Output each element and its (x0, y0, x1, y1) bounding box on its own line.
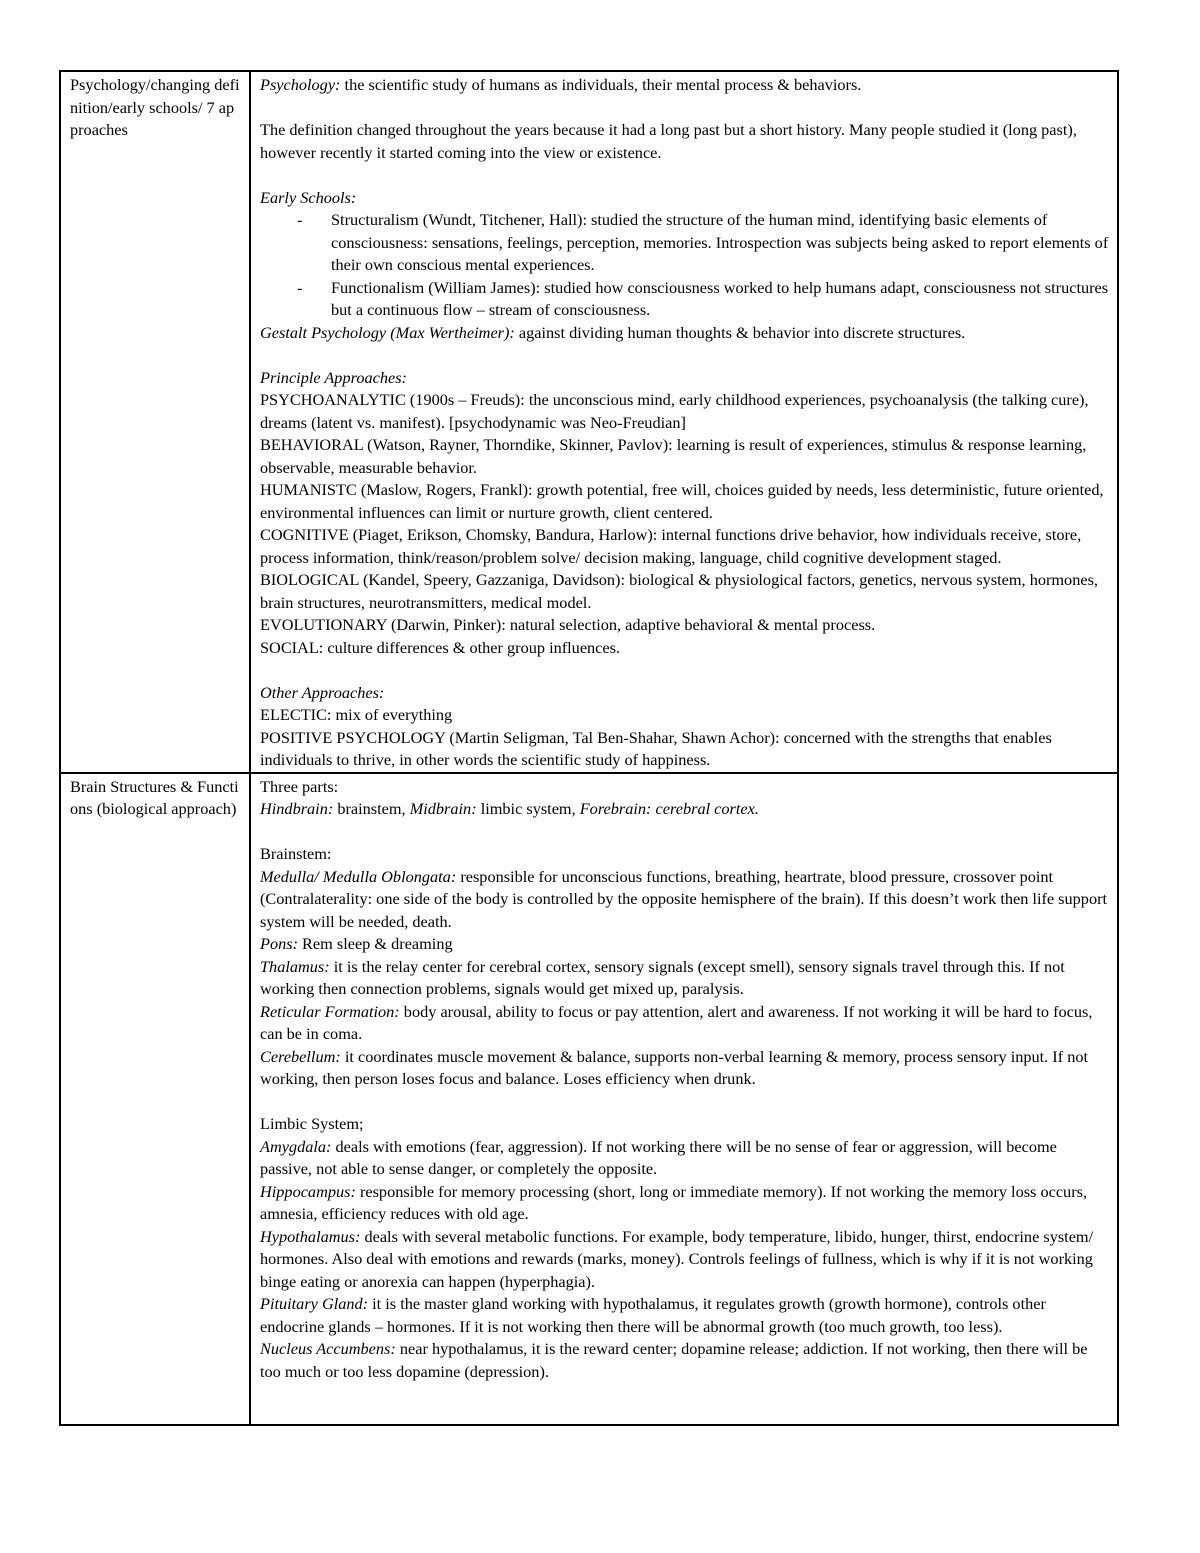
term-label: Hindbrain: (260, 799, 334, 818)
structure-item (260, 1136, 1109, 1181)
approach-item: BIOLOGICAL (Kandel, Speery, Gazzaniga, Davidson): biological & physiological factors, genetics, nervous system, hormones, brain structures, neurotransmitters, medical model. (260, 570, 1098, 612)
notes-table (59, 70, 1119, 1426)
term-label: Pons: (260, 934, 298, 953)
approach-item: PSYCHOANALYTIC (1900s – Freuds): the unconscious mind, early childhood experiences, psychoanalysis (the talking cure), dreams (latent vs. manifest). [psychodynamic was Neo-Freudian] (260, 390, 1089, 432)
term-label: Gestalt Psychology (Max Wertheimer): (260, 322, 515, 342)
early-schools-list (260, 209, 1109, 322)
structure-text: deals with emotions (fear, aggression). If not working there will be no sense of fear or aggression, will become passive, not able to sense danger, or completely the opposite. (260, 1136, 1057, 1178)
part-text: limbic system, (476, 799, 580, 818)
notes-cell (250, 71, 1118, 773)
structure-item (260, 1046, 1109, 1091)
three-parts-line (260, 798, 1109, 821)
approach-item: HUMANISTC (Maslow, Rogers, Frankl): growth potential, free will, choices guided by needs, less deterministic, future oriented, environmental influences can limit or nurture growth, client centered. (260, 480, 1104, 522)
structure-item (260, 933, 1109, 956)
approach-item: ELECTIC: mix of everything (260, 705, 453, 724)
structure-text: near hypothalamus, it is the reward center; dopamine release; addiction. If not working, then there will be too much or too less dopamine (depression). (260, 1339, 1088, 1381)
topic-cell (60, 773, 250, 1425)
term-label: Hippocampus: (260, 1181, 356, 1201)
term-label: Psychology: (260, 75, 341, 94)
topic-label: Brain Structures & Functions (biological approach) (70, 776, 239, 818)
structure-text: it is the relay center for cerebral cortex, sensory signals (except smell), sensory signals travel through this. If not working then connection problems, signals would get mixed up, paralysis. (260, 956, 1065, 998)
structure-item (260, 956, 1109, 1001)
section-heading: Principle Approaches: (260, 367, 407, 387)
approach-item: BEHAVIORAL (Watson, Rayner, Thorndike, Skinner, Pavlov): learning is result of experiences, stimulus & response learning, observable, measurable behavior. (260, 435, 1087, 477)
history-paragraph: The definition changed throughout the years because it had a long past but a short history. Many people studied it (long past), however recently it started coming into the view or existence. (260, 120, 1077, 162)
section-heading: Brainstem: (260, 844, 332, 863)
table-row (60, 773, 1118, 1425)
gestalt-text: against dividing human thoughts & behavior into discrete structures. (514, 322, 966, 342)
approach-item: EVOLUTIONARY (Darwin, Pinker): natural selection, adaptive behavioral & mental process. (260, 615, 876, 634)
part-text: brainstem, (333, 799, 410, 818)
structure-text: it coordinates muscle movement & balance, supports non-verbal learning & memory, process sensory input. If not working, then person loses focus and balance. Loses efficiency when drunk. (260, 1046, 1089, 1088)
section-heading: Other Approaches: (260, 682, 385, 702)
term-label: Amygdala: (260, 1136, 332, 1156)
structure-text: responsible for memory processing (short, long or immediate memory). If not working the memory loss occurs, amnesia, efficiency reduces with old age. (260, 1181, 1088, 1223)
term-label: Cerebellum: (260, 1046, 341, 1066)
section-heading: Three parts: (260, 776, 339, 796)
term-label: Hypothalamus: (260, 1226, 361, 1246)
approach-item: POSITIVE PSYCHOLOGY (Martin Seligman, Tal Ben-Shahar, Shawn Achor): concerned with the strengths that enables individuals to thrive, in other words the scientific study of happiness. (260, 727, 1052, 769)
list-item: - Functionalism (William James): studied how consciousness worked to help humans adapt, consciousness not structures but a continuous flow – stream of consciousness. (331, 277, 1109, 322)
term-label: Midbrain: (409, 799, 477, 818)
term-label: Medulla/ Medulla Oblongata: (260, 866, 457, 886)
structure-item (260, 866, 1109, 934)
definition-text: the scientific study of humans as individuals, their mental process & behaviors. (340, 75, 862, 94)
structure-text: it is the master gland working with hypothalamus, it regulates growth (growth hormone), controls other endocrine glands – hormones. If it is not working then there will be abnormal growth (too much growth, too less). (260, 1294, 1046, 1336)
section-heading: Limbic System; (260, 1114, 364, 1133)
structure-text: responsible for unconscious functions, breathing, heartrate, blood pressure, crossover point (Contralaterality: one side of the body is controlled by the opposite hemisphere of the brain). If this doesn’t work then life support system will be needed, death. (260, 866, 1108, 931)
structure-item (260, 1338, 1109, 1383)
topic-cell (60, 71, 250, 773)
list-item: - Structuralism (Wundt, Titchener, Hall): studied the structure of the human mind, identifying basic elements of consciousness: sensations, feelings, perception, memories. Introspection was subjects being asked to report elements of their own conscious mental experiences. (331, 209, 1109, 277)
section-heading: Early Schools: (260, 187, 357, 207)
term-label: Thalamus: (260, 956, 330, 976)
notes-cell (250, 773, 1118, 1425)
approach-item: COGNITIVE (Piaget, Erikson, Chomsky, Bandura, Harlow): internal functions drive behavior, how individuals receive, store, process information, think/reason/problem solve/ decision making, language, child cognitive development staged. (260, 525, 1082, 567)
gestalt-paragraph (260, 322, 1109, 345)
structure-item (260, 1181, 1109, 1226)
term-label: Pituitary Gland: (260, 1294, 369, 1313)
structure-text: Rem sleep & dreaming (297, 934, 453, 953)
structure-item (260, 1001, 1109, 1046)
term-label: Forebrain: cerebral cortex. (579, 799, 759, 818)
definition-paragraph (260, 74, 1109, 97)
topic-label: Psychology/changing definition/early schools/ 7 approaches (70, 75, 240, 139)
structure-item (260, 1226, 1109, 1294)
term-label: Reticular Formation: (260, 1001, 400, 1021)
approach-item: SOCIAL: culture differences & other group influences. (260, 637, 621, 657)
table-row (60, 71, 1118, 773)
structure-text: deals with several metabolic functions. For example, body temperature, libido, hunger, thirst, endocrine system/ hormones. Also deal with emotions and rewards (marks, money). Controls feelings of fullness, which is why if it is not working binge eating or anorexia can happen (hyperphagia). (260, 1226, 1094, 1291)
term-label: Nucleus Accumbens: (260, 1339, 396, 1358)
structure-item (260, 1293, 1109, 1338)
structure-text: body arousal, ability to focus or pay attention, alert and awareness. If not working it will be hard to focus, can be in coma. (260, 1001, 1093, 1043)
